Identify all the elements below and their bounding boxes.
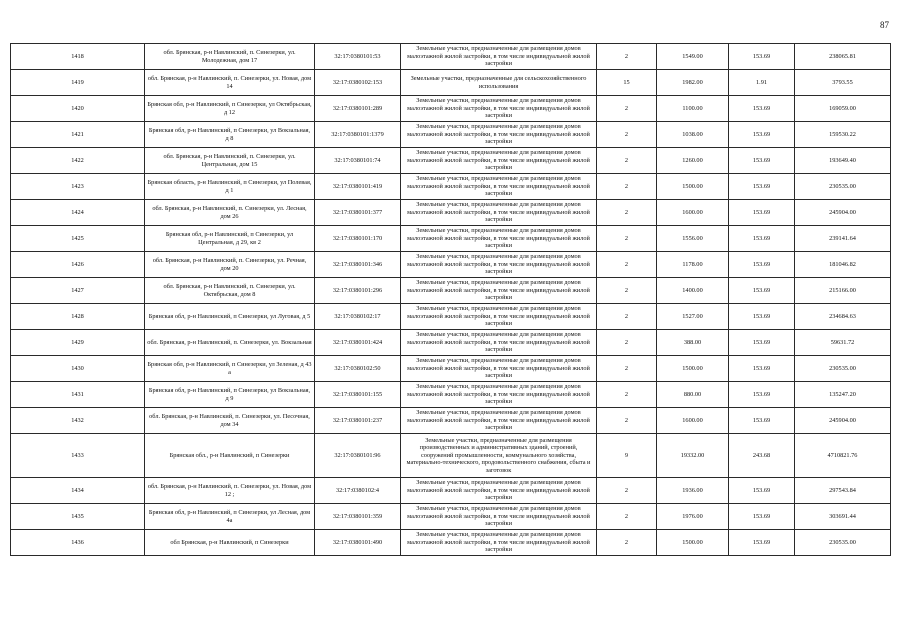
table-row	[11, 330, 891, 356]
address-cell: обл. Брянская, р-н Навлинский, п. Синезерки, ул. Вокзальная	[145, 330, 315, 356]
area-cell: 1982.00	[657, 70, 729, 96]
row-number-cell: 1418	[11, 44, 145, 70]
table-row	[11, 174, 891, 200]
area-cell: 1038.00	[657, 122, 729, 148]
specific-value-cell: 153.69	[729, 530, 795, 556]
cadastral-value-cell: 238065.81	[795, 44, 891, 70]
land-category-cell: Земельные участки, предназначенные для размещения домов малоэтажной жилой застройки, в том числе индивидуальной жилой застройки	[401, 148, 597, 174]
specific-value-cell: 1.91	[729, 70, 795, 96]
row-number-cell: 1434	[11, 478, 145, 504]
address-cell: обл. Брянская, р-н Навлинский, п. Синезерки, ул. Новая, дом 12 ;	[145, 478, 315, 504]
cadastral-number-cell: 32:17:0380101:155	[315, 382, 401, 408]
table-row	[11, 96, 891, 122]
table-row	[11, 530, 891, 556]
address-cell: Брянская обл, р-н Навлинский, п Синезерки, ул Центральная, д 29, кв 2	[145, 226, 315, 252]
specific-value-cell: 153.69	[729, 330, 795, 356]
row-number-cell: 1431	[11, 382, 145, 408]
row-number-cell: 1428	[11, 304, 145, 330]
area-cell: 1556.00	[657, 226, 729, 252]
row-number-cell: 1433	[11, 434, 145, 478]
address-cell: обл. Брянская, р-н Навлинский, п. Синезерки, ул. Новая, дом 14	[145, 70, 315, 96]
land-category-cell: Земельные участки, предназначенные для размещения домов малоэтажной жилой застройки, в том числе индивидуальной жилой застройки	[401, 122, 597, 148]
cadastral-value-cell: 135247.20	[795, 382, 891, 408]
cadastral-number-cell: 32:17:0380101:424	[315, 330, 401, 356]
address-cell: обл. Брянская, р-н Навлинский, п. Синезерки, ул. Речная, дом 20	[145, 252, 315, 278]
row-number-cell: 1422	[11, 148, 145, 174]
row-number-cell: 1419	[11, 70, 145, 96]
table-row	[11, 226, 891, 252]
table-row	[11, 70, 891, 96]
category-code-cell: 2	[597, 96, 657, 122]
cadastral-value-cell: 230535.00	[795, 356, 891, 382]
cadastral-number-cell: 32:17:0380101:490	[315, 530, 401, 556]
area-cell: 1400.00	[657, 278, 729, 304]
land-category-cell: Земельные участки, предназначенные для размещения домов малоэтажной жилой застройки, в том числе индивидуальной жилой застройки	[401, 304, 597, 330]
cadastral-value-cell: 245904.00	[795, 200, 891, 226]
row-number-cell: 1425	[11, 226, 145, 252]
specific-value-cell: 153.69	[729, 304, 795, 330]
cadastral-number-cell: 32:17:0380101:359	[315, 504, 401, 530]
area-cell: 1500.00	[657, 356, 729, 382]
address-cell: Брянская обл, р-н Навлинский, п Синезерки, ул Октябрьская, д 12	[145, 96, 315, 122]
category-code-cell: 2	[597, 278, 657, 304]
category-code-cell: 9	[597, 434, 657, 478]
cadastral-value-cell: 181046.82	[795, 252, 891, 278]
table-row	[11, 122, 891, 148]
row-number-cell: 1435	[11, 504, 145, 530]
category-code-cell: 2	[597, 504, 657, 530]
row-number-cell: 1421	[11, 122, 145, 148]
cadastral-number-cell: 32:17:0380101:170	[315, 226, 401, 252]
land-category-cell: Земельные участки, предназначенные для размещения домов малоэтажной жилой застройки, в том числе индивидуальной жилой застройки	[401, 200, 597, 226]
specific-value-cell: 153.69	[729, 356, 795, 382]
land-category-cell: Земельные участки, предназначенные для сельскохозяйственного использования	[401, 70, 597, 96]
table-row	[11, 304, 891, 330]
address-cell: Брянская обл, р-н Навлинский, п Синезерки, ул Зеленая, д 43 а	[145, 356, 315, 382]
address-cell: обл. Брянская, р-н Навлинский, п. Синезерки, ул. Молодежная, дом 17	[145, 44, 315, 70]
land-category-cell: Земельные участки, предназначенные для размещения домов малоэтажной жилой застройки, в том числе индивидуальной жилой застройки	[401, 530, 597, 556]
category-code-cell: 2	[597, 122, 657, 148]
cadastral-number-cell: 32:17:0380102:17	[315, 304, 401, 330]
area-cell: 19332.00	[657, 434, 729, 478]
cadastral-number-cell: 32:17:0380101:289	[315, 96, 401, 122]
area-cell: 388.00	[657, 330, 729, 356]
row-number-cell: 1429	[11, 330, 145, 356]
cadastral-value-cell: 193649.40	[795, 148, 891, 174]
cadastral-number-cell: 32:17:0380102:50	[315, 356, 401, 382]
cadastral-value-cell: 239141.64	[795, 226, 891, 252]
land-category-cell: Земельные участки, предназначенные для размещения домов малоэтажной жилой застройки, в том числе индивидуальной жилой застройки	[401, 504, 597, 530]
category-code-cell: 2	[597, 174, 657, 200]
cadastral-number-cell: 32:17:0380102:4	[315, 478, 401, 504]
cadastral-value-cell: 245904.00	[795, 408, 891, 434]
category-code-cell: 2	[597, 382, 657, 408]
cadastral-value-cell: 303691.44	[795, 504, 891, 530]
land-category-cell: Земельные участки, предназначенные для размещения домов малоэтажной жилой застройки, в том числе индивидуальной жилой застройки	[401, 330, 597, 356]
specific-value-cell: 153.69	[729, 382, 795, 408]
table-row	[11, 478, 891, 504]
address-cell: Брянская обл, р-н Навлинский, п Синезерки, ул Луговая, д 5	[145, 304, 315, 330]
category-code-cell: 2	[597, 226, 657, 252]
cadastral-value-cell: 215166.00	[795, 278, 891, 304]
category-code-cell: 2	[597, 304, 657, 330]
cadastral-number-cell: 32:17:0380101:419	[315, 174, 401, 200]
specific-value-cell: 153.69	[729, 200, 795, 226]
table-row	[11, 200, 891, 226]
cadastral-value-cell: 59631.72	[795, 330, 891, 356]
category-code-cell: 2	[597, 408, 657, 434]
cadastral-number-cell: 32:17:0380102:153	[315, 70, 401, 96]
cadastral-value-cell: 169059.00	[795, 96, 891, 122]
address-cell: обл. Брянская, р-н Навлинский, п. Синезерки, ул. Октябрьская, дом 8	[145, 278, 315, 304]
specific-value-cell: 153.69	[729, 252, 795, 278]
table-row	[11, 382, 891, 408]
specific-value-cell: 153.69	[729, 44, 795, 70]
cadastral-value-cell: 297543.84	[795, 478, 891, 504]
cadastral-number-cell: 32:17:0380101:377	[315, 200, 401, 226]
category-code-cell: 2	[597, 148, 657, 174]
table-row	[11, 278, 891, 304]
table-row	[11, 148, 891, 174]
cadastral-number-cell: 32:17:0380101:96	[315, 434, 401, 478]
area-cell: 1527.00	[657, 304, 729, 330]
specific-value-cell: 153.69	[729, 174, 795, 200]
specific-value-cell: 153.69	[729, 504, 795, 530]
table-row	[11, 44, 891, 70]
land-category-cell: Земельные участки, предназначенные для размещения домов малоэтажной жилой застройки, в том числе индивидуальной жилой застройки	[401, 252, 597, 278]
row-number-cell: 1423	[11, 174, 145, 200]
specific-value-cell: 153.69	[729, 408, 795, 434]
table-row	[11, 408, 891, 434]
cadastral-value-cell: 3793.55	[795, 70, 891, 96]
address-cell: Брянская обл, р-н Навлинский, п Синезерки, ул Вокзальная, д 8	[145, 122, 315, 148]
area-cell: 1549.00	[657, 44, 729, 70]
land-category-cell: Земельные участки, предназначенные для размещения домов малоэтажной жилой застройки, в том числе индивидуальной жилой застройки	[401, 356, 597, 382]
land-category-cell: Земельные участки, предназначенные для размещения домов малоэтажной жилой застройки, в том числе индивидуальной жилой застройки	[401, 174, 597, 200]
cadastral-value-table	[10, 43, 891, 556]
table-row	[11, 356, 891, 382]
specific-value-cell: 153.69	[729, 122, 795, 148]
cadastral-value-cell: 159530.22	[795, 122, 891, 148]
land-category-cell: Земельные участки, предназначенные для размещения домов малоэтажной жилой застройки, в том числе индивидуальной жилой застройки	[401, 408, 597, 434]
category-code-cell: 2	[597, 478, 657, 504]
category-code-cell: 2	[597, 44, 657, 70]
area-cell: 1600.00	[657, 408, 729, 434]
land-category-cell: Земельные участки, предназначенные для размещения домов малоэтажной жилой застройки, в том числе индивидуальной жилой застройки	[401, 44, 597, 70]
area-cell: 1936.00	[657, 478, 729, 504]
table-row	[11, 504, 891, 530]
page-number: 87	[880, 20, 889, 30]
cadastral-value-cell: 230535.00	[795, 174, 891, 200]
row-number-cell: 1432	[11, 408, 145, 434]
land-category-cell: Земельные участки, предназначенные для размещения домов малоэтажной жилой застройки, в том числе индивидуальной жилой застройки	[401, 226, 597, 252]
category-code-cell: 2	[597, 330, 657, 356]
address-cell: Брянская обл, р-н Навлинский, п Синезерки, ул Лесная, дом 4а	[145, 504, 315, 530]
specific-value-cell: 153.69	[729, 96, 795, 122]
cadastral-value-cell: 4710821.76	[795, 434, 891, 478]
specific-value-cell: 153.69	[729, 226, 795, 252]
land-category-cell: Земельные участки, предназначенные для размещения домов малоэтажной жилой застройки, в том числе индивидуальной жилой застройки	[401, 478, 597, 504]
area-cell: 1260.00	[657, 148, 729, 174]
address-cell: Брянская область, р-н Навлинский, п Синезерки, ул Полевая, д 1	[145, 174, 315, 200]
category-code-cell: 2	[597, 200, 657, 226]
cadastral-number-cell: 32:17:0380101:237	[315, 408, 401, 434]
row-number-cell: 1427	[11, 278, 145, 304]
category-code-cell: 15	[597, 70, 657, 96]
cadastral-number-cell: 32:17:0380101:346	[315, 252, 401, 278]
cadastral-number-cell: 32:17:0380101:53	[315, 44, 401, 70]
row-number-cell: 1436	[11, 530, 145, 556]
cadastral-value-cell: 230535.00	[795, 530, 891, 556]
area-cell: 1178.00	[657, 252, 729, 278]
area-cell: 1500.00	[657, 530, 729, 556]
area-cell: 880.00	[657, 382, 729, 408]
address-cell: обл Брянская, р-н Навлинский, п Синезерки	[145, 530, 315, 556]
land-category-cell: Земельные участки, предназначенные для размещения домов малоэтажной жилой застройки, в том числе индивидуальной жилой застройки	[401, 382, 597, 408]
cadastral-number-cell: 32:17:0380101:296	[315, 278, 401, 304]
cadastral-value-cell: 234684.63	[795, 304, 891, 330]
area-cell: 1600.00	[657, 200, 729, 226]
row-number-cell: 1426	[11, 252, 145, 278]
row-number-cell: 1424	[11, 200, 145, 226]
address-cell: обл. Брянская, р-н Навлинский, п. Синезерки, ул. Центральная, дом 15	[145, 148, 315, 174]
address-cell: обл. Брянская, р-н Навлинский, п. Синезерки, ул. Песочная, дом 34	[145, 408, 315, 434]
category-code-cell: 2	[597, 530, 657, 556]
area-cell: 1100.00	[657, 96, 729, 122]
specific-value-cell: 153.69	[729, 148, 795, 174]
cadastral-number-cell: 32:17:0380101:1379	[315, 122, 401, 148]
row-number-cell: 1420	[11, 96, 145, 122]
category-code-cell: 2	[597, 356, 657, 382]
table-row	[11, 434, 891, 478]
land-category-cell: Земельные участки, предназначенные для размещения производственных и административных зданий, строений, сооружений промышленности, коммунального хозяйства, материально-технического, продовольственного снабжения, сбыта и заготовок	[401, 434, 597, 478]
area-cell: 1500.00	[657, 174, 729, 200]
land-category-cell: Земельные участки, предназначенные для размещения домов малоэтажной жилой застройки, в том числе индивидуальной жилой застройки	[401, 278, 597, 304]
land-category-cell: Земельные участки, предназначенные для размещения домов малоэтажной жилой застройки, в том числе индивидуальной жилой застройки	[401, 96, 597, 122]
area-cell: 1976.00	[657, 504, 729, 530]
specific-value-cell: 243.68	[729, 434, 795, 478]
category-code-cell: 2	[597, 252, 657, 278]
specific-value-cell: 153.69	[729, 278, 795, 304]
address-cell: Брянская обл., р-н Навлинский, п Синезерки	[145, 434, 315, 478]
address-cell: Брянская обл, р-н Навлинский, п Синезерки, ул Вокзальная, д 9	[145, 382, 315, 408]
address-cell: обл. Брянская, р-н Навлинский, п. Синезерки, ул. Лесная, дом 26	[145, 200, 315, 226]
table-row	[11, 252, 891, 278]
row-number-cell: 1430	[11, 356, 145, 382]
specific-value-cell: 153.69	[729, 478, 795, 504]
cadastral-number-cell: 32:17:0380101:74	[315, 148, 401, 174]
